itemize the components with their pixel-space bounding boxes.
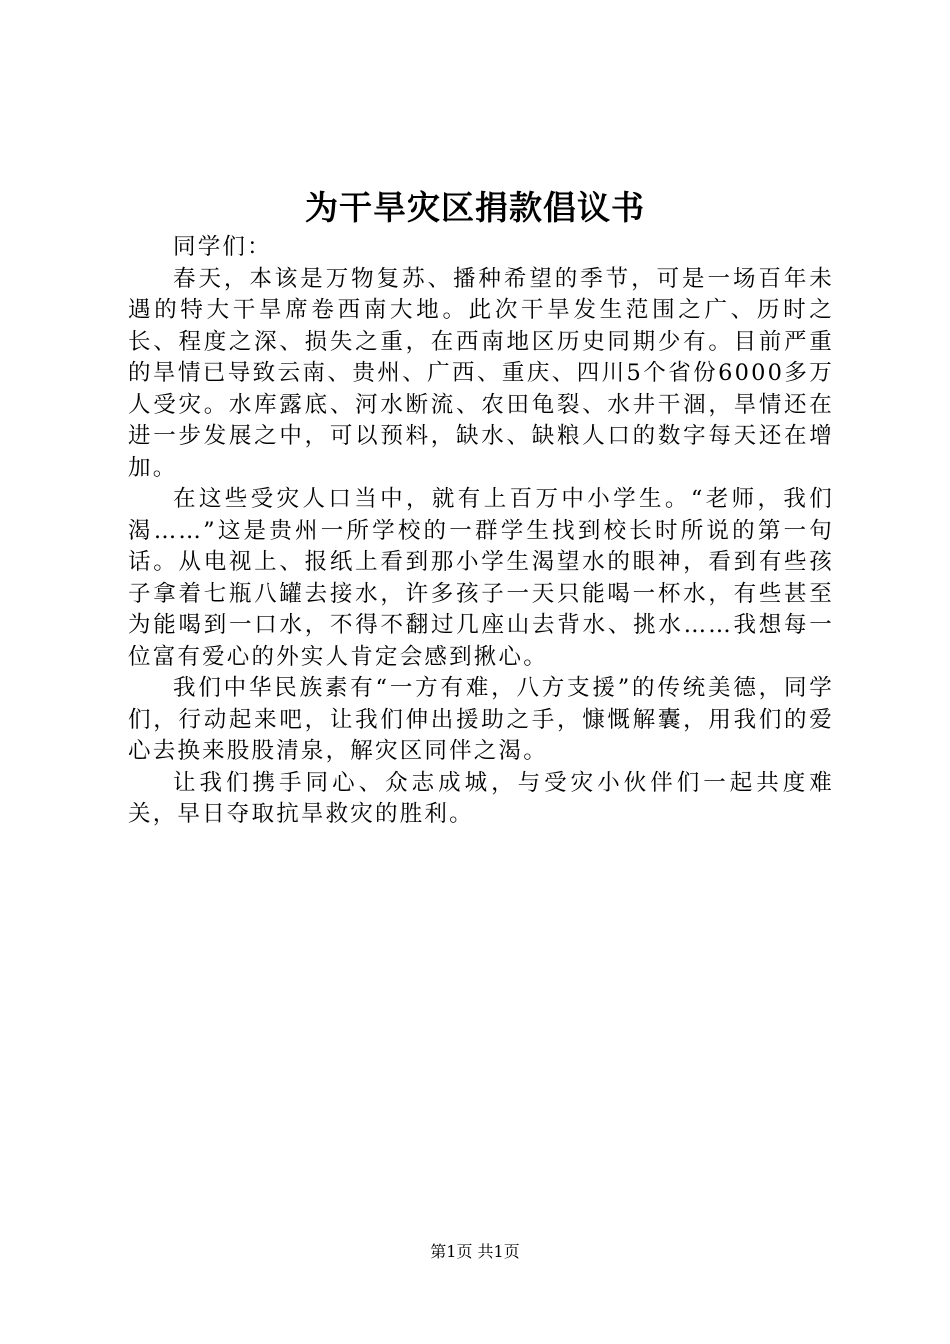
- paragraph-4: 让我们携手同心、众志成城，与受灾小伙伴们一起共度难关，早日夺取抗旱救灾的胜利。: [128, 769, 834, 827]
- paragraph-2: 在这些受灾人口当中，就有上百万中小学生。“老师，我们渴……”这是贵州一所学校的一群学生找到校长时所说的第一句话。从电视上、报纸上看到那小学生渴望水的眼神，看到有些孩子拿着七瓶八罐去接水，许多孩子一天只能喝一杯水，有些甚至为能喝到一口水，不得不翻过几座山去背水、挑水……我想每一位富有爱心的外实人肯定会感到揪心。: [128, 486, 834, 670]
- paragraph-3: 我们中华民族素有“一方有难，八方支援”的传统美德，同学们，行动起来吧，让我们伸出援助之手，慷慨解囊，用我们的爱心去换来股股清泉，解灾区同伴之渴。: [128, 675, 834, 764]
- page-number-footer: 第1页 共1页: [430, 1242, 520, 1261]
- paragraph-1: 春天，本该是万物复苏、播种希望的季节，可是一场百年未遇的特大干旱席卷西南大地。此次干旱发生范围之广、历时之长、程度之深、损失之重，在西南地区历史同期少有。目前严重的旱情已导致云南、贵州、广西、重庆、四川5个省份6000多万人受灾。水库露底、河水断流、农田龟裂、水井干涸，旱情还在进一步发展之中，可以预料，缺水、缺粮人口的数字每天还在增加。: [128, 265, 834, 481]
- salutation: 同学们：: [173, 234, 272, 260]
- document-body: [128, 232, 834, 831]
- document-title: 为干旱灾区捐款倡议书: [305, 188, 645, 227]
